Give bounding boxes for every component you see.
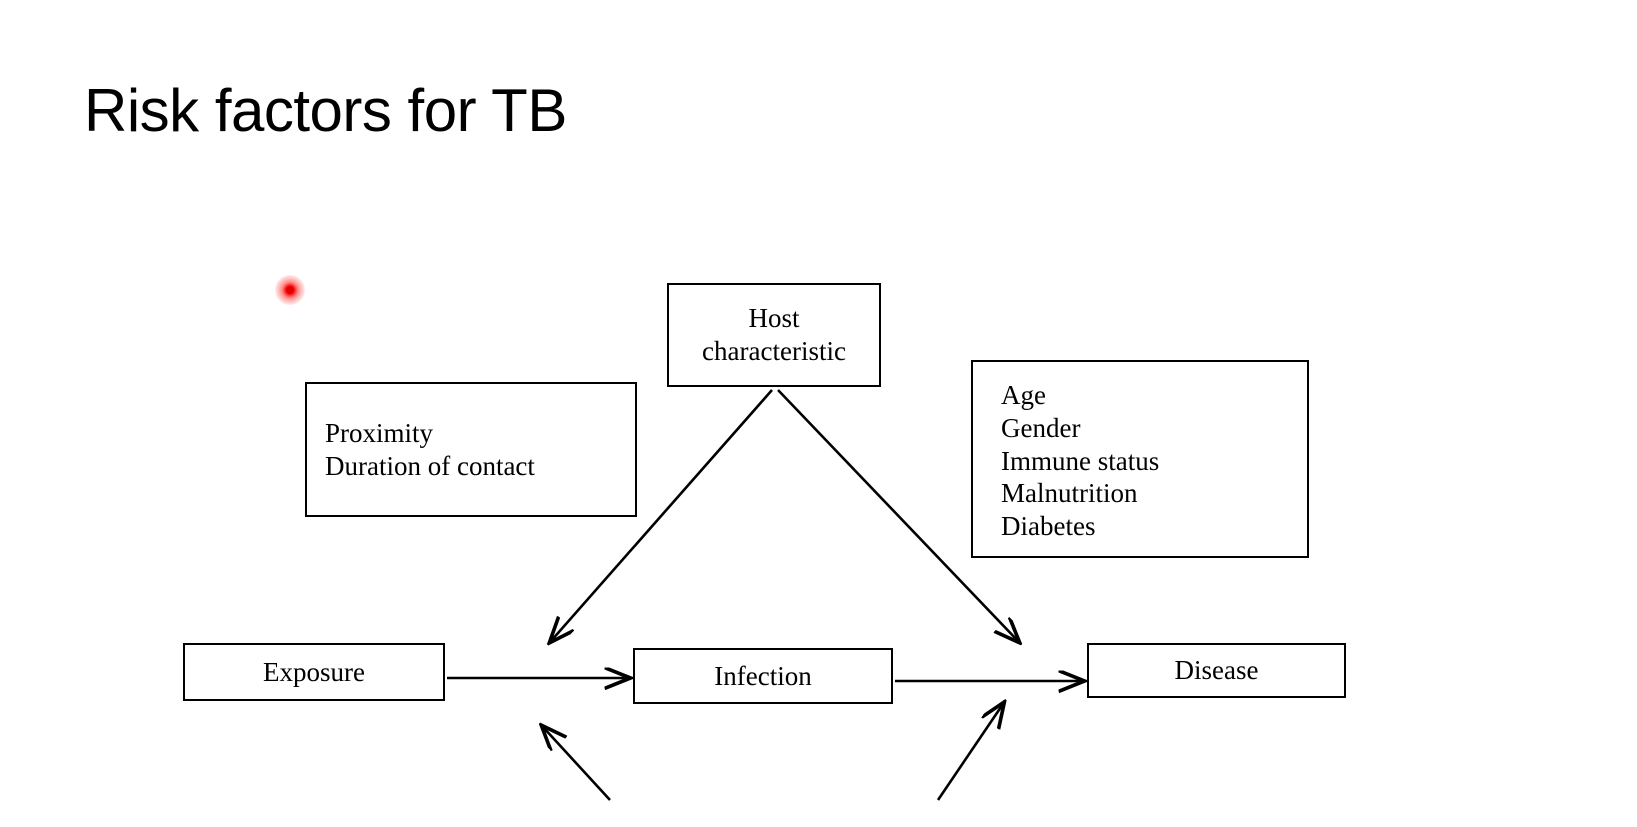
node-host-line-2: characteristic [702, 336, 846, 366]
node-exposure [183, 643, 445, 701]
node-host-factors-line-2: Gender [1001, 412, 1081, 443]
node-infection [633, 648, 893, 704]
node-host-line-1: Host [748, 303, 800, 334]
node-host-factors-line-1: Age [1001, 379, 1046, 410]
node-host-characteristic [667, 283, 881, 387]
node-disease [1087, 643, 1346, 698]
page-title: Risk factors for TB [84, 77, 567, 144]
node-proximity-line-2: Duration of contact [325, 450, 535, 481]
node-host-factors [971, 360, 1309, 558]
node-disease-label: Disease [1174, 655, 1259, 686]
node-host-factors-line-5: Diabetes [1001, 511, 1096, 542]
node-proximity-line-1: Proximity [325, 417, 434, 448]
node-infection-label: Infection [714, 660, 812, 691]
node-host-factors-line-3: Immune status [1001, 445, 1160, 476]
node-exposure-label: Exposure [263, 656, 365, 687]
node-host-factors-line-4: Malnutrition [1001, 478, 1138, 509]
node-proximity [305, 382, 637, 517]
